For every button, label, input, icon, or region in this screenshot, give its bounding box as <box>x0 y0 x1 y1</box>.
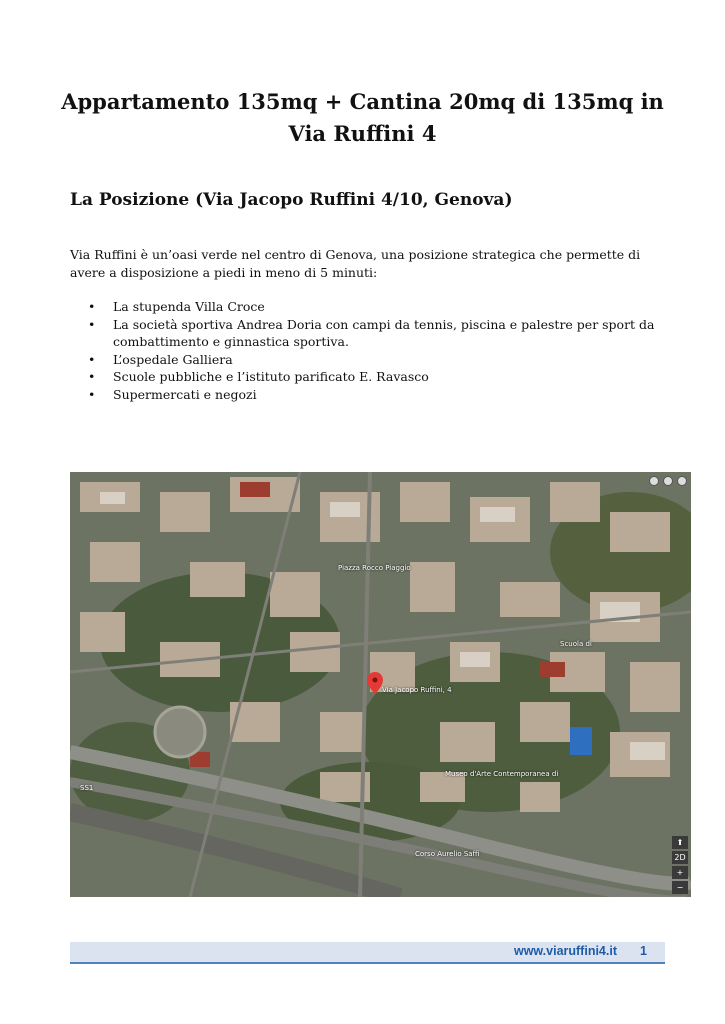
aerial-map[interactable] <box>70 472 691 897</box>
map-label-corso: Corso Aurelio Saffi <box>415 850 480 858</box>
list-item: • L’ospedale Galliera <box>88 351 668 369</box>
map-label-museo: Museo d'Arte Contemporanea di <box>445 770 559 778</box>
user-icon[interactable] <box>677 476 687 486</box>
page-title: Appartamento 135mq + Cantina 20mq di 135mq in Via Ruffini 4 <box>61 89 664 146</box>
marker-label: Via Jacopo Ruffini, 4 <box>382 686 452 694</box>
intro-paragraph: Via Ruffini è un’oasi verde nel centro di Genova, una posizione strategica che permette di avere a disposizione a piedi in meno di 5 minuti: <box>70 247 641 280</box>
info-icon[interactable] <box>663 476 673 486</box>
page-number: 1 <box>640 944 647 958</box>
section-heading: La Posizione (Via Jacopo Ruffini 4/10, Genova) <box>70 190 513 210</box>
aerial-map-image <box>70 472 691 897</box>
map-label-road: SS1 <box>80 784 94 792</box>
list-item: • La stupenda Villa Croce <box>88 298 668 316</box>
zoom-out-button[interactable]: − <box>672 881 688 894</box>
grid-icon[interactable] <box>649 476 659 486</box>
list-item: • Supermercati e negozi <box>88 386 668 404</box>
list-item: • Scuole pubbliche e l’istituto parificato E. Ravasco <box>88 368 668 386</box>
page-footer <box>70 942 665 964</box>
map-label-piazza: Piazza Rocco Piaggio <box>338 564 411 572</box>
view-mode-button[interactable]: 2D <box>672 851 688 864</box>
map-zoom-controls <box>672 836 688 894</box>
map-label-scuola: Scuola di <box>560 640 592 648</box>
zoom-in-button[interactable]: + <box>672 866 688 879</box>
list-item: • La società sportiva Andrea Doria con campi da tennis, piscina e palestre per sport da combattimento e ginnastica sportiva. <box>88 316 668 351</box>
map-top-controls <box>649 476 687 486</box>
footer-website-link[interactable]: www.viaruffini4.it <box>513 944 617 958</box>
amenities-list <box>88 298 668 403</box>
compass-icon[interactable]: ⬆ <box>672 836 688 849</box>
